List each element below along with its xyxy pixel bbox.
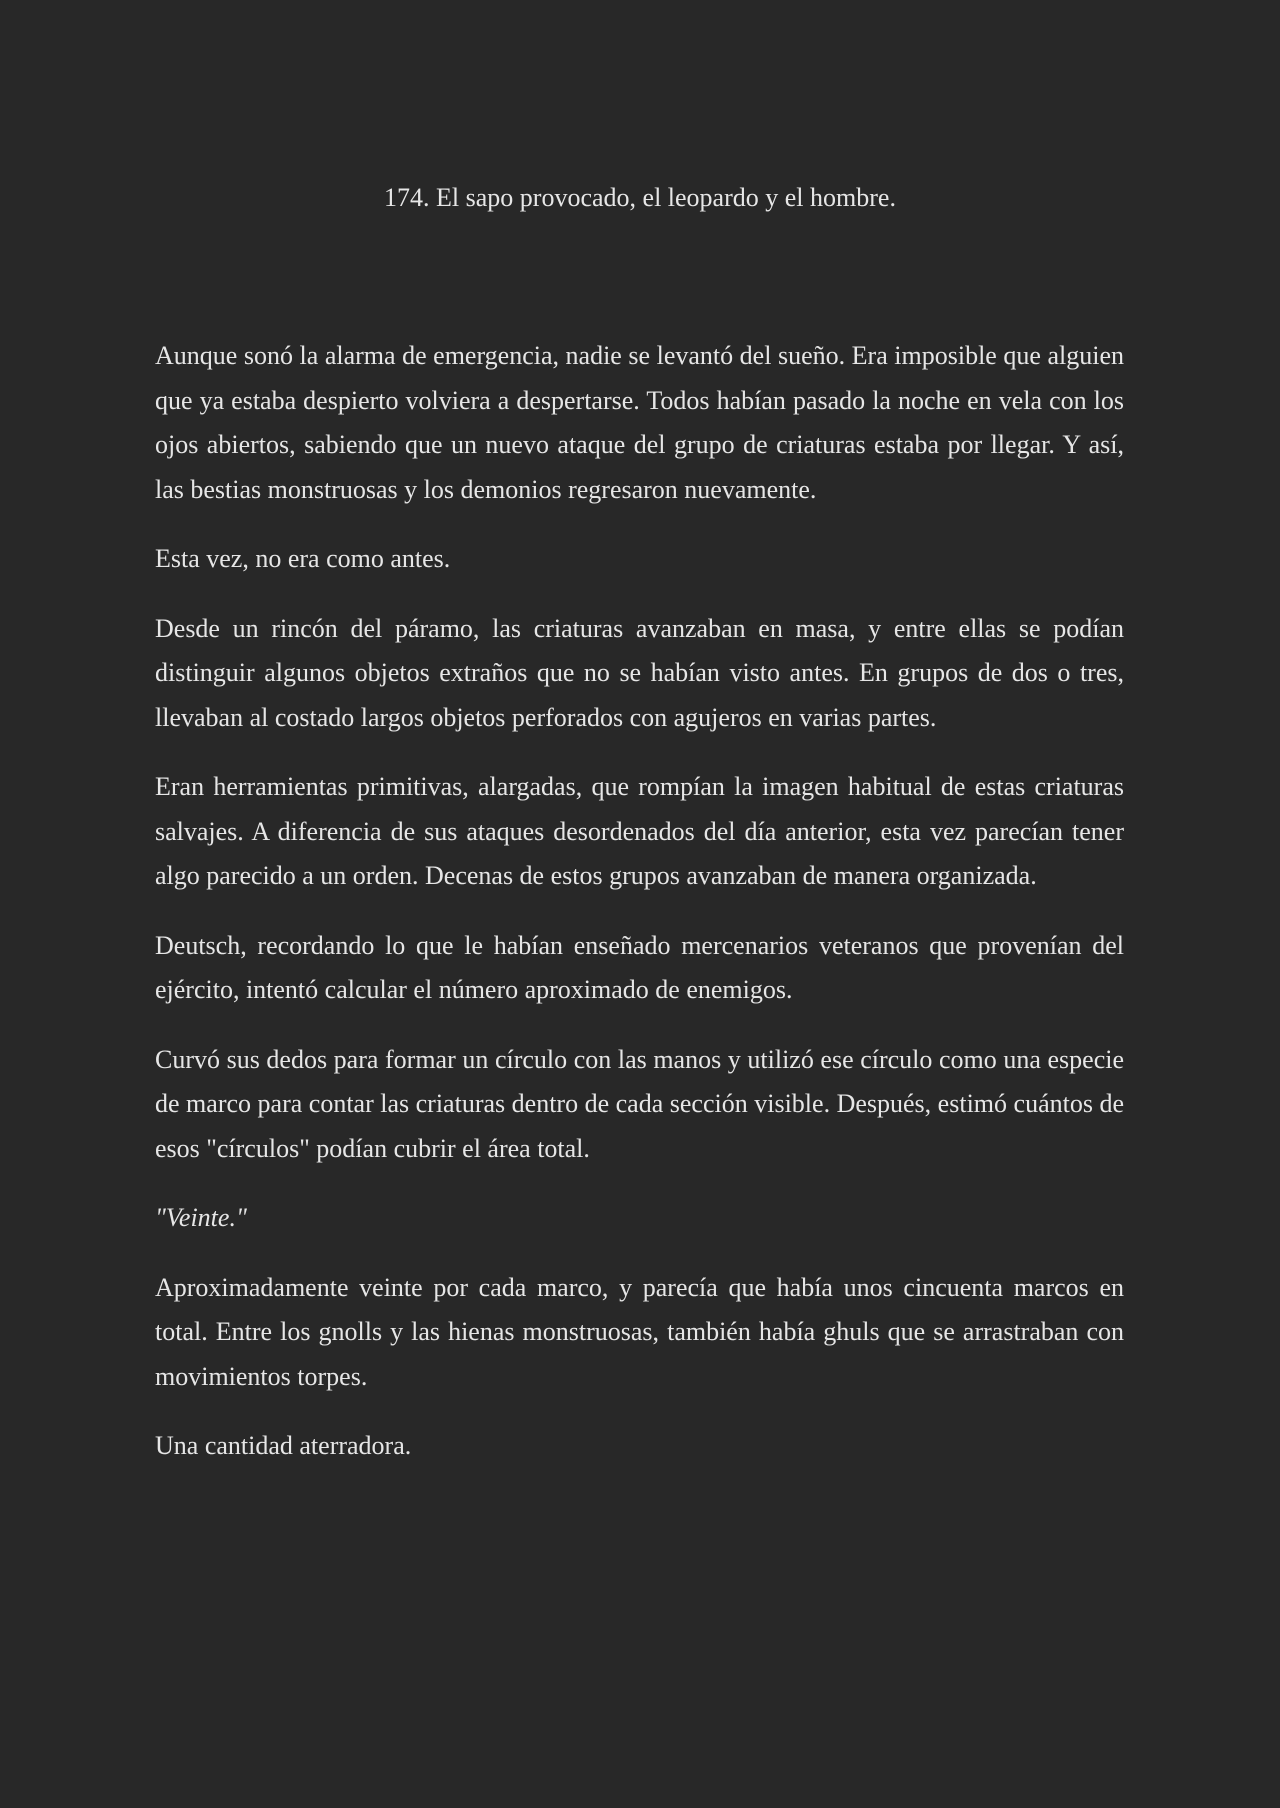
chapter-title: 174. El sapo provocado, el leopardo y el hombre.: [384, 183, 896, 212]
chapter-body: [155, 334, 1124, 1494]
paragraph: Aunque sonó la alarma de emergencia, nadie se levantó del sueño. Era imposible que alguien que ya estaba despierto volviera a despertarse. Todos habían pasado la noche en vela con los ojos abiertos, sabiendo que un nuevo ataque del grupo de criaturas estaba por llegar. Y así, las bestias monstruosas y los demonios regresaron nuevamente.: [155, 341, 1124, 504]
paragraph: Curvó sus dedos para formar un círculo con las manos y utilizó ese círculo como una especie de marco para contar las criaturas dentro de cada sección visible. Después, estimó cuántos de esos "círculos" podían cubrir el área total.: [155, 1044, 1124, 1163]
paragraph: Desde un rincón del páramo, las criaturas avanzaban en masa, y entre ellas se podían distinguir algunos objetos extraños que no se habían visto antes. En grupos de dos o tres, llevaban al costado largos objetos perforados con agujeros en varias partes.: [155, 613, 1124, 732]
dialogue-line: "Veinte.": [155, 1203, 247, 1232]
paragraph: Aproximadamente veinte por cada marco, y parecía que había unos cincuenta marcos en total. Entre los gnolls y las hienas monstruosas, también había ghuls que se arrastraban con movimientos torpes.: [155, 1272, 1124, 1391]
paragraph: Eran herramientas primitivas, alargadas, que rompían la imagen habitual de estas criaturas salvajes. A diferencia de sus ataques desordenados del día anterior, esta vez parecían tener algo parecido a un orden. Decenas de estos grupos avanzaban de manera organizada.: [155, 772, 1124, 890]
paragraph: Esta vez, no era como antes.: [155, 544, 451, 573]
paragraph: Deutsch, recordando lo que le habían enseñado mercenarios veteranos que provenían del ejército, intentó calcular el número aproximado de enemigos.: [155, 930, 1124, 1004]
paragraph: Una cantidad aterradora.: [155, 1431, 412, 1460]
